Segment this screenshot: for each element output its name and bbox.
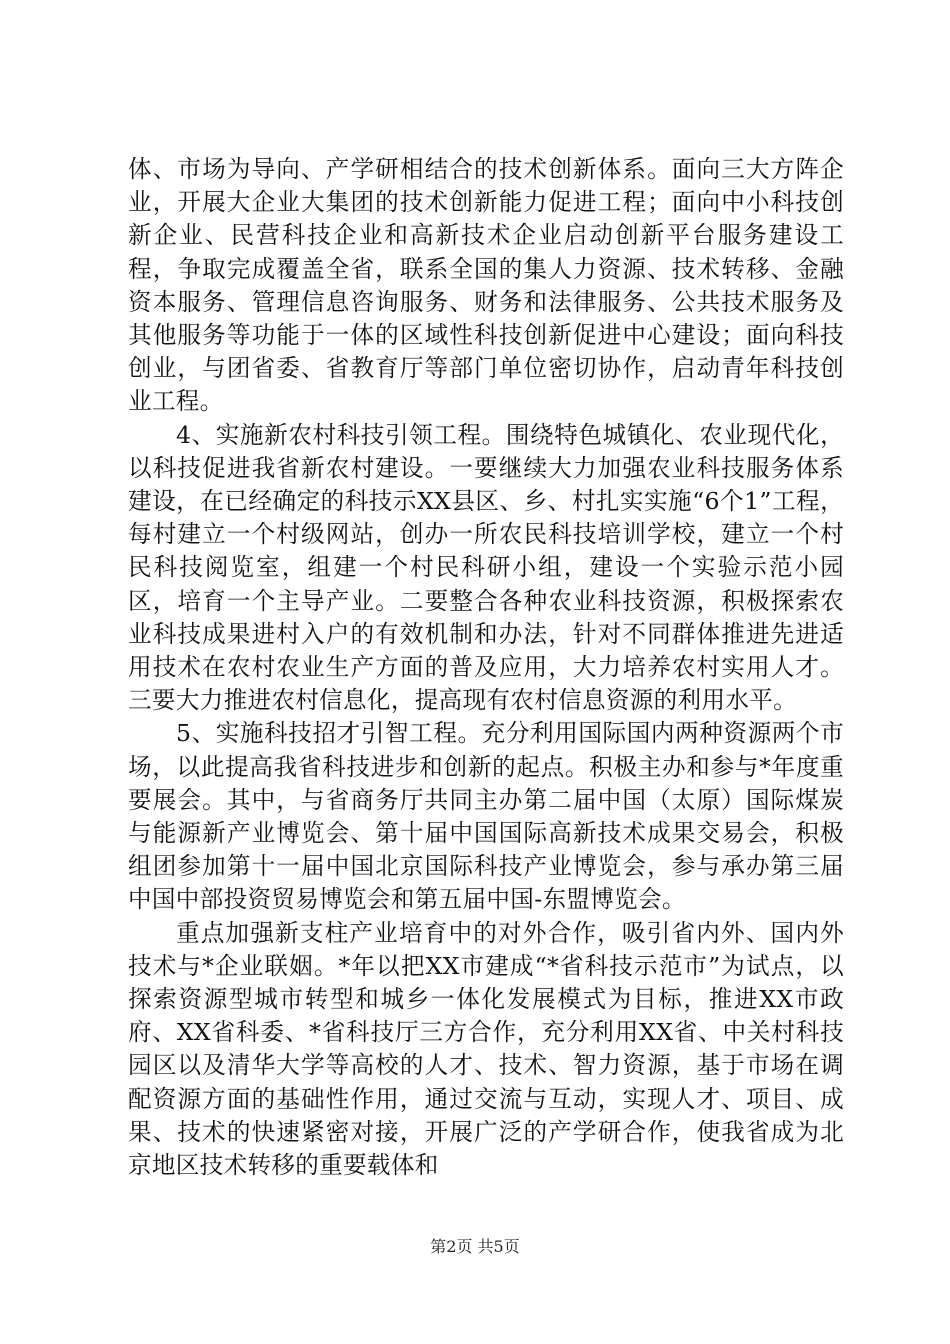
document-body	[128, 153, 844, 1182]
paragraph-cooperation: 重点加强新支柱产业培育中的对外合作，吸引省内外、国内外技术与*企业联姻。*年以把XX市建成“*省科技示范市”为试点，以探索资源型城市转型和城乡一体化发展模式为目标，推进XX市政府、XX省科委、*省科技厅三方合作，充分利用XX省、中关村科技园区以及清华大学等高校的人才、技术、智力资源，基于市场在调配资源方面的基础性作用，通过交流与互动，实现人才、项目、成果、技术的快速紧密对接，开展广泛的产学研合作，使我省成为北京地区技术转移的重要载体和	[128, 918, 844, 1180]
paragraph-item-4: 4、实施新农村科技引领工程。围绕特色城镇化、农业现代化，以科技促进我省新农村建设。一要继续大力加强农业科技服务体系建设，在已经确定的科技示XX县区、乡、村扎实实施“6个1”工程，每村建立一个村级网站，创办一所农民科技培训学校，建立一个村民科技阅览室，组建一个村民科研小组，建设一个实验示范小园区，培育一个主导产业。二要整合各种农业科技资源，积极探索农业科技成果进村入户的有效机制和办法，针对不同群体推进先进适用技术在农村农业生产方面的普及应用，大力培养农村实用人才。三要大力推进农村信息化，提高现有农村信息资源的利用水平。	[128, 420, 844, 715]
paragraph-item-5: 5、实施科技招才引智工程。充分利用国际国内两种资源两个市场，以此提高我省科技进步和创新的起点。积极主办和参与*年度重要展会。其中，与省商务厅共同主办第二届中国（太原）国际煤炭与能源新产业博览会、第十届中国国际高新技术成果交易会，积极组团参加第十一届中国北京国际科技产业博览会，参与承办第三届中国中部投资贸易博览会和第五届中国-东盟博览会。	[128, 719, 844, 914]
paragraph-continuation: 体、市场为导向、产学研相结合的技术创新体系。面向三大方阵企业，开展大企业大集团的技术创新能力促进工程；面向中小科技创新企业、民营科技企业和高新技术企业启动创新平台服务建设工程，争取完成覆盖全省，联系全国的集人力资源、技术转移、金融资本服务、管理信息咨询服务、财务和法律服务、公共技术服务及其他服务等功能于一体的区域性科技创新促进中心建设；面向科技创业，与团省委、省教育厅等部门单位密切协作，启动青年科技创业工程。	[128, 155, 844, 416]
page-number-footer: 第2页 共5页	[430, 1237, 520, 1256]
